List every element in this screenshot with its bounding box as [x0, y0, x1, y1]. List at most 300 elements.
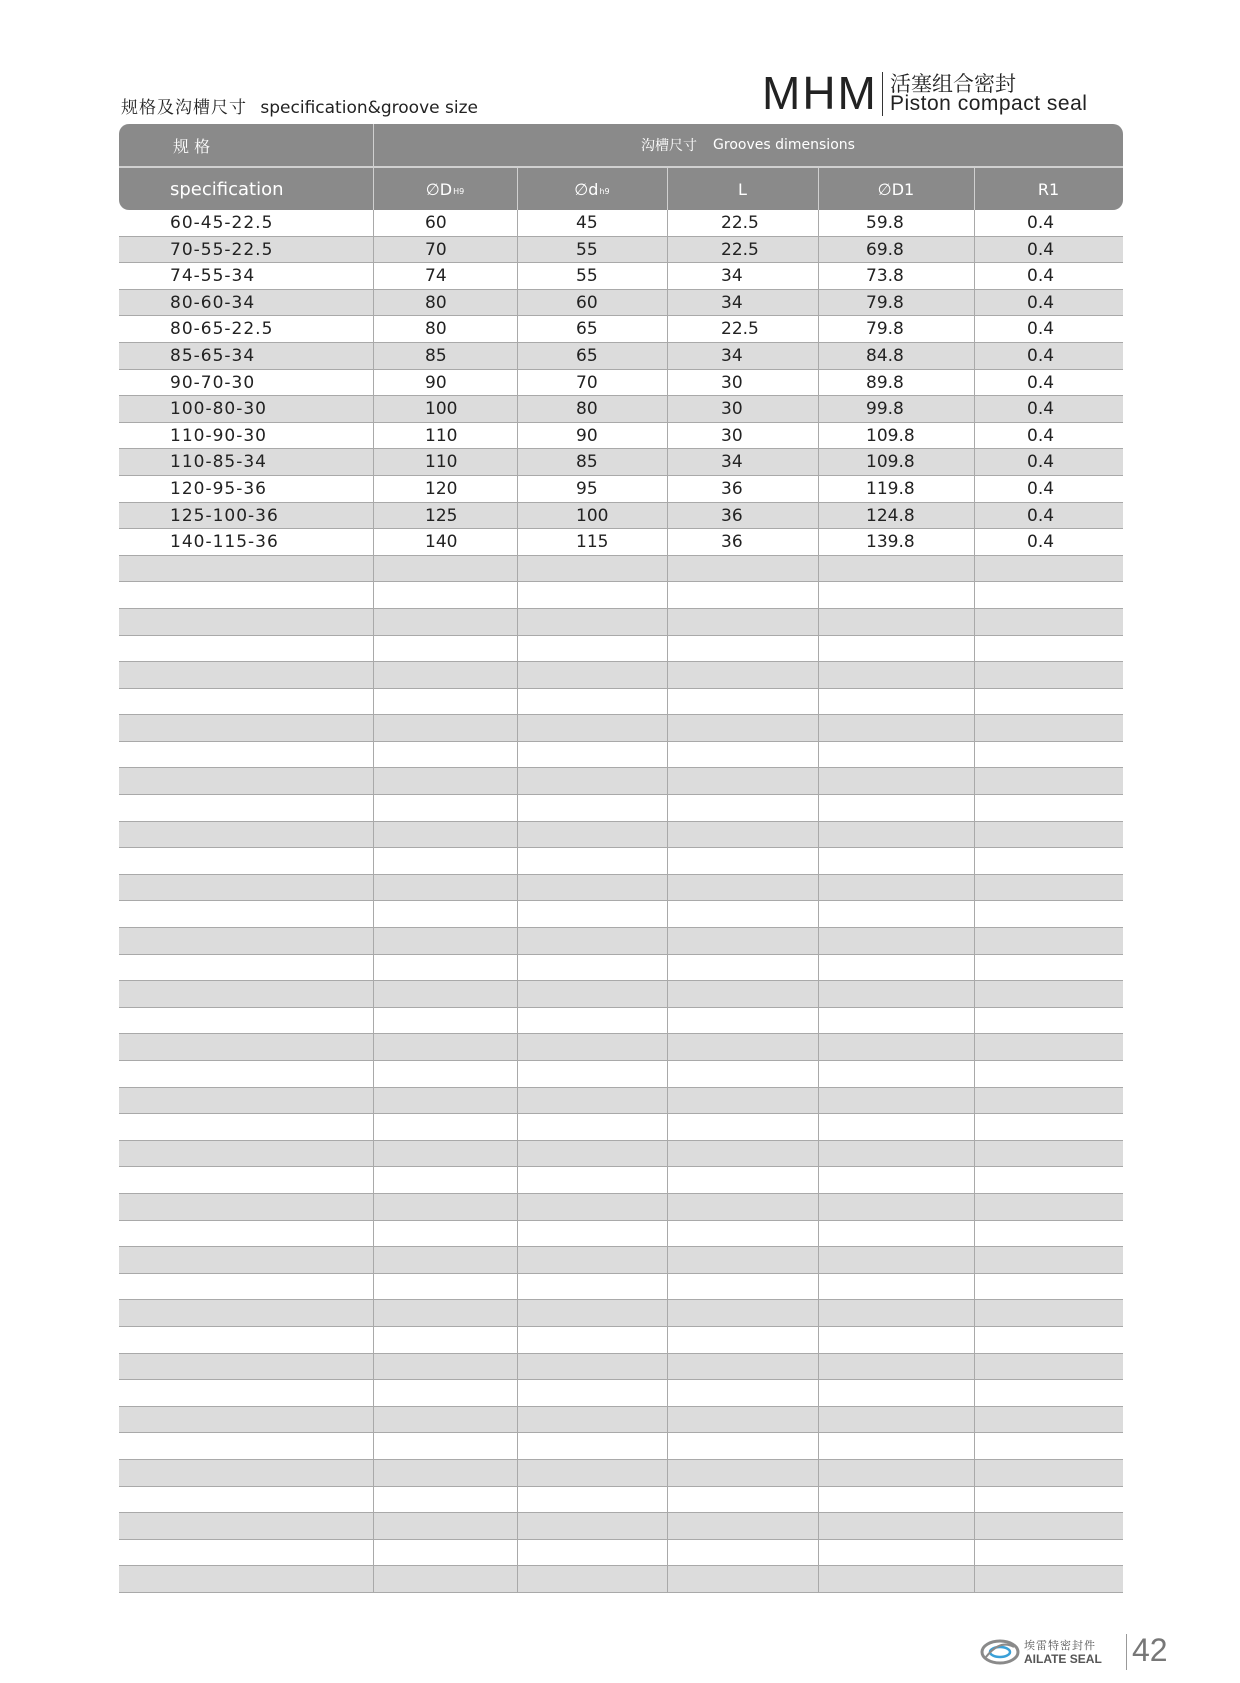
- column-divider: [667, 848, 668, 874]
- column-divider: [373, 237, 374, 263]
- column-divider: [667, 928, 668, 954]
- column-divider: [818, 1460, 819, 1486]
- column-divider: [667, 981, 668, 1007]
- column-divider: [818, 237, 819, 263]
- column-divider: [667, 503, 668, 529]
- header-col-divider: [667, 168, 668, 210]
- column-divider: [517, 582, 518, 608]
- column-divider: [373, 1114, 374, 1140]
- column-divider: [818, 556, 819, 582]
- column-divider: [517, 1540, 518, 1566]
- column-divider: [818, 316, 819, 342]
- empty-table-row: [119, 848, 1123, 875]
- column-divider: [974, 290, 975, 316]
- empty-table-row: [119, 1566, 1123, 1593]
- column-divider: [667, 1327, 668, 1353]
- column-divider: [373, 689, 374, 715]
- empty-table-row: [119, 1380, 1123, 1407]
- column-divider: [373, 955, 374, 981]
- grooves-header: [373, 124, 1123, 166]
- column-divider: [974, 1194, 975, 1220]
- column-divider: [974, 1247, 975, 1273]
- empty-table-row: [119, 715, 1123, 742]
- column-divider: [373, 396, 374, 422]
- column-header-symbol: ∅D1: [877, 179, 915, 199]
- column-header: [517, 168, 667, 210]
- value-cell: 60: [576, 292, 598, 313]
- column-divider: [373, 981, 374, 1007]
- column-divider: [373, 1141, 374, 1167]
- column-divider: [373, 423, 374, 449]
- empty-table-row: [119, 582, 1123, 609]
- column-divider: [818, 1061, 819, 1087]
- column-divider: [974, 1354, 975, 1380]
- header-col-divider: [517, 168, 518, 210]
- column-divider: [974, 529, 975, 555]
- column-divider: [818, 689, 819, 715]
- column-divider: [667, 263, 668, 289]
- column-divider: [373, 1061, 374, 1087]
- column-divider: [517, 795, 518, 821]
- column-divider: [373, 556, 374, 582]
- empty-table-row: [119, 768, 1123, 795]
- column-divider: [667, 529, 668, 555]
- column-divider: [667, 1460, 668, 1486]
- column-divider: [974, 768, 975, 794]
- empty-table-row: [119, 1407, 1123, 1434]
- column-divider: [974, 795, 975, 821]
- column-divider: [373, 1354, 374, 1380]
- value-cell: 100: [576, 505, 609, 526]
- column-divider: [373, 822, 374, 848]
- column-divider: [373, 928, 374, 954]
- column-divider: [517, 1487, 518, 1513]
- value-cell: 0.4: [1027, 292, 1055, 313]
- column-divider: [373, 529, 374, 555]
- value-cell: 34: [721, 452, 743, 473]
- value-cell: 95: [576, 478, 598, 499]
- column-divider: [818, 955, 819, 981]
- page-number: 42: [1132, 1632, 1168, 1668]
- company-name-en: AILATE SEAL: [1024, 1652, 1102, 1666]
- column-divider: [667, 875, 668, 901]
- column-divider: [373, 1247, 374, 1273]
- column-divider: [373, 715, 374, 741]
- column-divider: [974, 1008, 975, 1034]
- column-divider: [818, 582, 819, 608]
- empty-table-row: [119, 1540, 1123, 1567]
- column-divider: [974, 210, 975, 236]
- value-cell: 85: [425, 345, 447, 366]
- column-divider: [373, 449, 374, 475]
- column-divider: [818, 1221, 819, 1247]
- empty-table-row: [119, 901, 1123, 928]
- value-cell: 100: [425, 399, 458, 420]
- column-divider: [373, 1433, 374, 1459]
- column-divider: [667, 609, 668, 635]
- column-divider: [974, 715, 975, 741]
- column-divider: [818, 423, 819, 449]
- value-cell: 30: [721, 425, 743, 446]
- column-divider: [974, 822, 975, 848]
- column-divider: [667, 1088, 668, 1114]
- empty-table-row: [119, 1194, 1123, 1221]
- column-divider: [818, 1540, 819, 1566]
- value-cell: 34: [721, 266, 743, 287]
- value-cell: 109.8: [866, 452, 915, 473]
- spec-cell: 74-55-34: [170, 266, 256, 287]
- column-divider: [974, 1566, 975, 1592]
- column-divider: [818, 1300, 819, 1326]
- spec-cell: 60-45-22.5: [170, 213, 274, 233]
- value-cell: 60: [425, 213, 447, 233]
- column-divider: [818, 901, 819, 927]
- column-divider: [373, 1221, 374, 1247]
- table-body: [119, 210, 1123, 1593]
- column-divider: [818, 1088, 819, 1114]
- column-divider: [974, 981, 975, 1007]
- column-divider: [818, 290, 819, 316]
- column-divider: [818, 1380, 819, 1406]
- column-divider: [373, 1380, 374, 1406]
- value-cell: 85: [576, 452, 598, 473]
- spec-cell: 100-80-30: [170, 399, 267, 420]
- empty-table-row: [119, 662, 1123, 689]
- spec-cell: 110-90-30: [170, 425, 267, 446]
- column-divider: [974, 1327, 975, 1353]
- value-cell: 0.4: [1027, 532, 1055, 553]
- value-cell: 55: [576, 239, 598, 260]
- column-divider: [667, 822, 668, 848]
- column-divider: [667, 1540, 668, 1566]
- column-divider: [667, 1221, 668, 1247]
- column-header-symbol: ∅D: [425, 179, 453, 199]
- column-header-tolerance: h9: [599, 186, 610, 196]
- column-divider: [373, 1194, 374, 1220]
- column-divider: [974, 449, 975, 475]
- column-divider: [667, 476, 668, 502]
- column-divider: [667, 1034, 668, 1060]
- column-divider: [818, 1487, 819, 1513]
- spec-cell: 110-85-34: [170, 452, 267, 473]
- table-row: [119, 529, 1123, 556]
- column-divider: [373, 1540, 374, 1566]
- value-cell: 30: [721, 372, 743, 393]
- value-cell: 110: [425, 452, 458, 473]
- empty-table-row: [119, 636, 1123, 663]
- column-divider: [974, 370, 975, 396]
- empty-table-row: [119, 1487, 1123, 1514]
- column-divider: [517, 1354, 518, 1380]
- empty-table-row: [119, 1221, 1123, 1248]
- column-divider: [974, 237, 975, 263]
- column-divider: [517, 1194, 518, 1220]
- value-cell: 79.8: [866, 319, 904, 340]
- column-divider: [517, 210, 518, 236]
- column-divider: [517, 1088, 518, 1114]
- column-divider: [818, 636, 819, 662]
- column-divider: [667, 556, 668, 582]
- table-row: [119, 449, 1123, 476]
- value-cell: 125: [425, 505, 458, 526]
- column-divider: [373, 503, 374, 529]
- column-divider: [373, 1300, 374, 1326]
- value-cell: 140: [425, 532, 458, 553]
- column-divider: [667, 1380, 668, 1406]
- column-divider: [818, 662, 819, 688]
- value-cell: 55: [576, 266, 598, 287]
- spec-cell: 90-70-30: [170, 372, 256, 393]
- value-cell: 70: [425, 239, 447, 260]
- column-divider: [974, 1300, 975, 1326]
- column-divider: [517, 1221, 518, 1247]
- grooves-header-zh: 沟槽尺寸: [641, 138, 698, 154]
- column-divider: [667, 1433, 668, 1459]
- column-divider: [974, 875, 975, 901]
- empty-table-row: [119, 689, 1123, 716]
- table-row: [119, 476, 1123, 503]
- empty-table-row: [119, 1034, 1123, 1061]
- table-row: [119, 316, 1123, 343]
- column-divider: [517, 1566, 518, 1592]
- value-cell: 90: [576, 425, 598, 446]
- column-divider: [818, 503, 819, 529]
- empty-table-row: [119, 955, 1123, 982]
- value-cell: 0.4: [1027, 266, 1055, 287]
- value-cell: 79.8: [866, 292, 904, 313]
- empty-table-row: [119, 1460, 1123, 1487]
- column-divider: [818, 1167, 819, 1193]
- column-divider: [974, 1088, 975, 1114]
- column-divider: [974, 503, 975, 529]
- column-divider: [517, 768, 518, 794]
- value-cell: 22.5: [721, 319, 759, 340]
- spec-table: [119, 124, 1123, 1593]
- column-divider: [974, 848, 975, 874]
- column-divider: [373, 290, 374, 316]
- column-divider: [667, 901, 668, 927]
- value-cell: 80: [576, 399, 598, 420]
- column-divider: [818, 370, 819, 396]
- column-divider: [373, 476, 374, 502]
- column-divider: [517, 237, 518, 263]
- column-divider: [818, 981, 819, 1007]
- column-divider: [818, 768, 819, 794]
- column-divider: [517, 1407, 518, 1433]
- column-divider: [517, 742, 518, 768]
- column-divider: [517, 396, 518, 422]
- column-divider: [818, 1327, 819, 1353]
- column-divider: [974, 742, 975, 768]
- empty-table-row: [119, 795, 1123, 822]
- footer-divider: [1126, 1634, 1127, 1670]
- column-divider: [373, 742, 374, 768]
- value-cell: 0.4: [1027, 239, 1055, 260]
- column-divider: [517, 1274, 518, 1300]
- table-row: [119, 503, 1123, 530]
- column-divider: [373, 582, 374, 608]
- column-divider: [517, 556, 518, 582]
- heading-divider: [882, 72, 883, 116]
- column-divider: [974, 343, 975, 369]
- column-divider: [974, 396, 975, 422]
- column-divider: [818, 396, 819, 422]
- column-divider: [667, 1274, 668, 1300]
- value-cell: 80: [425, 292, 447, 313]
- value-cell: 36: [721, 478, 743, 499]
- column-divider: [818, 449, 819, 475]
- column-divider: [974, 1513, 975, 1539]
- empty-table-row: [119, 1247, 1123, 1274]
- value-cell: 115: [576, 532, 609, 553]
- empty-table-row: [119, 1300, 1123, 1327]
- column-divider: [373, 875, 374, 901]
- spec-cell: 70-55-22.5: [170, 239, 274, 260]
- column-divider: [974, 1433, 975, 1459]
- spec-cell: 140-115-36: [170, 532, 279, 553]
- column-divider: [373, 768, 374, 794]
- column-divider: [517, 1008, 518, 1034]
- column-divider: [373, 609, 374, 635]
- column-divider: [667, 423, 668, 449]
- empty-table-row: [119, 1061, 1123, 1088]
- spec-cell: 125-100-36: [170, 505, 279, 526]
- column-divider: [667, 316, 668, 342]
- column-divider: [667, 582, 668, 608]
- column-divider: [818, 742, 819, 768]
- column-divider: [974, 662, 975, 688]
- column-divider: [818, 928, 819, 954]
- empty-table-row: [119, 928, 1123, 955]
- column-divider: [517, 901, 518, 927]
- column-divider: [373, 1274, 374, 1300]
- column-divider: [667, 1194, 668, 1220]
- column-divider: [517, 1061, 518, 1087]
- column-divider: [667, 396, 668, 422]
- column-divider: [517, 449, 518, 475]
- column-divider: [373, 1407, 374, 1433]
- spec-cell: 120-95-36: [170, 478, 267, 499]
- column-divider: [667, 1141, 668, 1167]
- column-divider: [974, 1221, 975, 1247]
- column-header: [667, 168, 818, 210]
- column-divider: [818, 1274, 819, 1300]
- column-divider: [974, 1034, 975, 1060]
- column-divider: [974, 901, 975, 927]
- value-cell: 0.4: [1027, 319, 1055, 340]
- column-divider: [974, 1141, 975, 1167]
- value-cell: 36: [721, 532, 743, 553]
- value-cell: 90: [425, 372, 447, 393]
- column-divider: [517, 1300, 518, 1326]
- column-divider: [818, 1034, 819, 1060]
- value-cell: 69.8: [866, 239, 904, 260]
- column-divider: [818, 529, 819, 555]
- column-header: [974, 168, 1123, 210]
- grooves-header-en: Grooves dimensions: [713, 137, 855, 153]
- value-cell: 110: [425, 425, 458, 446]
- column-divider: [517, 316, 518, 342]
- section-title: [121, 93, 478, 118]
- table-row: [119, 423, 1123, 450]
- table-row: [119, 370, 1123, 397]
- column-divider: [818, 822, 819, 848]
- value-cell: 124.8: [866, 505, 915, 526]
- value-cell: 59.8: [866, 213, 904, 233]
- column-divider: [818, 210, 819, 236]
- column-divider: [974, 1487, 975, 1513]
- header-col-divider: [818, 168, 819, 210]
- column-divider: [818, 1114, 819, 1140]
- value-cell: 30: [721, 399, 743, 420]
- column-divider: [818, 1247, 819, 1273]
- empty-table-row: [119, 1327, 1123, 1354]
- value-cell: 0.4: [1027, 213, 1055, 233]
- column-divider: [667, 1167, 668, 1193]
- spec-header-zh: 规 格: [173, 136, 211, 156]
- product-name-zh: 活塞组合密封: [890, 72, 1016, 96]
- column-divider: [373, 370, 374, 396]
- column-divider: [974, 582, 975, 608]
- empty-table-row: [119, 1114, 1123, 1141]
- column-divider: [667, 662, 668, 688]
- value-cell: 65: [576, 319, 598, 340]
- column-divider: [517, 503, 518, 529]
- value-cell: 0.4: [1027, 345, 1055, 366]
- column-divider: [517, 609, 518, 635]
- column-divider: [373, 795, 374, 821]
- section-title-zh: 规格及沟槽尺寸: [121, 98, 247, 118]
- column-divider: [667, 1487, 668, 1513]
- column-divider: [517, 715, 518, 741]
- column-divider: [818, 609, 819, 635]
- column-divider: [974, 476, 975, 502]
- column-divider: [974, 1167, 975, 1193]
- column-divider: [667, 1247, 668, 1273]
- column-divider: [667, 689, 668, 715]
- spec-cell: 80-60-34: [170, 292, 256, 313]
- column-divider: [974, 636, 975, 662]
- column-divider: [517, 1460, 518, 1486]
- value-cell: 80: [425, 319, 447, 340]
- spec-cell: 80-65-22.5: [170, 319, 274, 340]
- column-divider: [974, 1061, 975, 1087]
- column-divider: [667, 1354, 668, 1380]
- column-divider: [818, 1513, 819, 1539]
- column-divider: [974, 1460, 975, 1486]
- column-divider: [373, 316, 374, 342]
- column-divider: [974, 1380, 975, 1406]
- value-cell: 34: [721, 345, 743, 366]
- column-header-symbol: L: [738, 179, 747, 199]
- spec-cell: 85-65-34: [170, 345, 256, 366]
- column-divider: [818, 1433, 819, 1459]
- column-divider: [974, 689, 975, 715]
- value-cell: 0.4: [1027, 478, 1055, 499]
- table-row: [119, 210, 1123, 237]
- column-divider: [517, 290, 518, 316]
- column-header-symbol: ∅d: [574, 179, 599, 199]
- value-cell: 0.4: [1027, 505, 1055, 526]
- company-name-zh: 埃雷特密封件: [1024, 1639, 1096, 1652]
- column-divider: [667, 1513, 668, 1539]
- table-header: [119, 124, 1123, 210]
- column-divider: [818, 1194, 819, 1220]
- column-divider: [517, 1380, 518, 1406]
- spec-header-en: specification: [170, 178, 284, 200]
- column-divider: [517, 1114, 518, 1140]
- value-cell: 109.8: [866, 425, 915, 446]
